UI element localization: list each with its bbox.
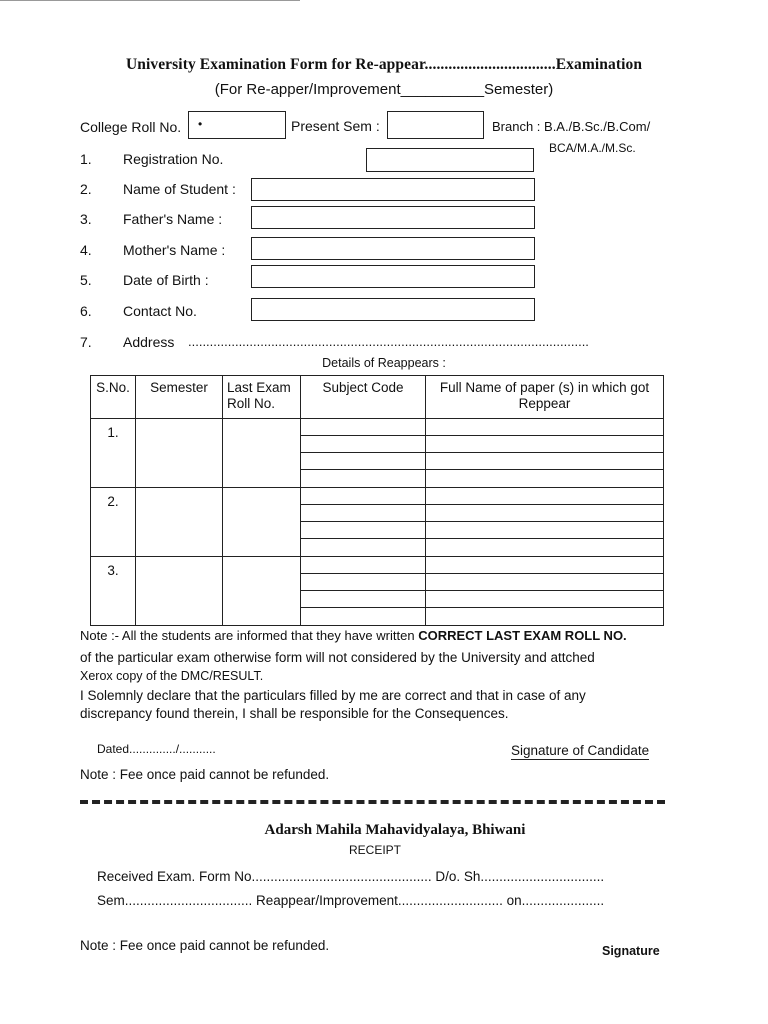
field-number-2: 2. (80, 181, 92, 197)
row-sno: 1. (91, 419, 136, 488)
semester-cell[interactable] (136, 488, 223, 557)
roll-cell[interactable] (223, 419, 301, 488)
form-subtitle: (For Re-apper/Improvement__________Semester) (214, 81, 554, 98)
field-number-4: 4. (80, 242, 92, 258)
table-row (91, 419, 664, 488)
declaration-line-1: I Solemnly declare that the particulars filled by me are correct and that in case of any (80, 688, 586, 703)
candidate-signature: Signature of Candidate (511, 743, 650, 758)
college-roll-value: • (198, 117, 203, 131)
semester-cell[interactable] (136, 419, 223, 488)
mother-name-label: Mother's Name : (123, 242, 226, 258)
receipt-line-1[interactable]: Received Exam. Form No................................................ D/o. Sh................................. (97, 869, 605, 884)
subject-code-cell[interactable] (301, 557, 426, 626)
table-row (91, 557, 664, 626)
field-number-3: 3. (80, 211, 92, 227)
header-semester: Semester (136, 376, 223, 419)
student-name-label: Name of Student : (123, 181, 236, 197)
scan-edge-line (0, 0, 300, 1)
field-number-1: 1. (80, 151, 92, 167)
student-name-input[interactable] (251, 178, 535, 201)
branch-label-cont: BCA/M.A./M.Sc. (549, 141, 636, 155)
college-roll-label: College Roll No. (80, 119, 182, 135)
note-prefix: Note :- All the students are informed that they have written (80, 628, 419, 643)
mother-name-input[interactable] (251, 237, 535, 260)
paper-name-cell[interactable] (426, 557, 664, 626)
table-header-row (91, 376, 664, 419)
header-last-exam-roll: Last Exam Roll No. (223, 376, 301, 419)
receipt-heading: RECEIPT (348, 843, 401, 857)
note-line-2: of the particular exam otherwise form will not considered by the University and attched (80, 650, 595, 665)
present-sem-input[interactable] (387, 111, 484, 139)
father-name-input[interactable] (251, 206, 535, 229)
reappear-table (90, 375, 664, 626)
note-bold: CORRECT LAST EXAM ROLL NO. (418, 628, 627, 643)
semester-cell[interactable] (136, 557, 223, 626)
field-number-5: 5. (80, 272, 92, 288)
registration-no-label: Registration No. (123, 151, 224, 167)
header-sno: S.No. (91, 376, 136, 419)
contact-no-label: Contact No. (123, 303, 197, 319)
registration-no-input[interactable] (366, 148, 534, 172)
fee-note: Note : Fee once paid cannot be refunded. (80, 767, 330, 782)
contact-no-input[interactable] (251, 298, 535, 321)
header-paper-name: Full Name of paper (s) in which got Reppear (426, 376, 664, 419)
father-name-label: Father's Name : (123, 211, 223, 227)
roll-cell[interactable] (223, 488, 301, 557)
address-label: Address (123, 334, 175, 350)
table-row (91, 488, 664, 557)
receipt-signature: Signature (602, 944, 660, 958)
details-heading: Details of Reappears : (322, 356, 446, 370)
declaration-line-2: discrepancy found therein, I shall be responsible for the Consequences. (80, 706, 509, 721)
subject-code-cell[interactable] (301, 419, 426, 488)
address-input[interactable]: ............................................................................................................... (188, 334, 589, 349)
row-sno: 2. (91, 488, 136, 557)
paper-name-cell[interactable] (426, 488, 664, 557)
note-line-1 (80, 628, 680, 643)
paper-name-cell[interactable] (426, 419, 664, 488)
row-sno: 3. (91, 557, 136, 626)
note-line-3: Xerox copy of the DMC/RESULT. (80, 669, 264, 683)
branch-label: Branch : B.A./B.Sc./B.Com/ (492, 119, 651, 134)
roll-cell[interactable] (223, 557, 301, 626)
receipt-fee-note: Note : Fee once paid cannot be refunded. (80, 938, 330, 953)
field-number-6: 6. (80, 303, 92, 319)
header-subject-code: Subject Code (301, 376, 426, 419)
present-sem-label: Present Sem : (291, 118, 380, 134)
college-name: Adarsh Mahila Mahavidyalaya, Bhiwani (264, 822, 526, 838)
dob-input[interactable] (251, 265, 535, 288)
receipt-line-2[interactable]: Sem.................................. Reappear/Improvement............................ on...................... (97, 893, 605, 908)
form-title: University Examination Form for Re-appear.................................Examination (125, 56, 643, 73)
field-number-7: 7. (80, 334, 92, 350)
college-roll-input[interactable] (188, 111, 286, 139)
cut-line-separator (80, 800, 665, 804)
dated-field[interactable]: Dated............../........... (97, 742, 216, 756)
subject-code-cell[interactable] (301, 488, 426, 557)
dob-label: Date of Birth : (123, 272, 209, 288)
